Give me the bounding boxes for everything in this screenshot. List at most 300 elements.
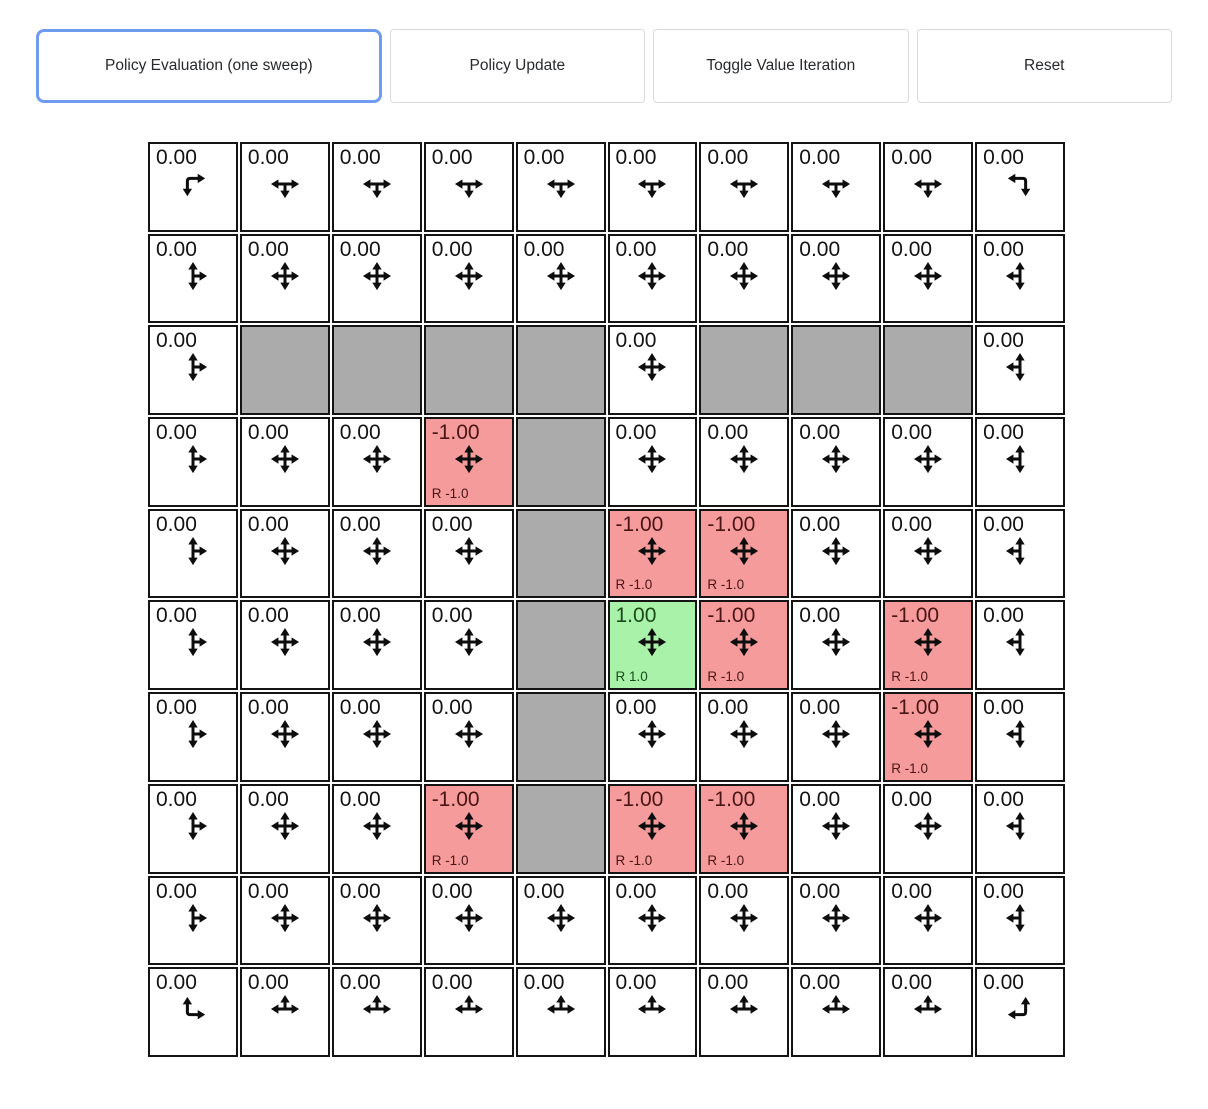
wall-cell <box>332 325 422 415</box>
grid-cell[interactable] <box>608 417 698 507</box>
policy-arrow-icon <box>1005 719 1035 749</box>
cell-value: 0.00 <box>615 879 657 903</box>
policy-arrow-icon <box>546 169 576 199</box>
cell-value: 0.00 <box>799 971 841 995</box>
policy-arrow <box>1005 169 1035 204</box>
policy-arrow <box>821 169 851 204</box>
grid-cell[interactable] <box>975 325 1065 415</box>
wall-cell <box>791 325 881 415</box>
grid-cell[interactable] <box>240 876 330 966</box>
cell-value: 0.00 <box>523 971 565 995</box>
grid-cell[interactable] <box>699 234 789 324</box>
cell-value: 0.00 <box>156 421 197 445</box>
cell-value: 0.00 <box>707 879 749 903</box>
grid-cell[interactable] <box>699 509 789 599</box>
grid-cell[interactable] <box>332 600 422 690</box>
cell-value: 0.00 <box>799 696 841 720</box>
policy-arrow <box>454 261 484 296</box>
grid-cell[interactable] <box>424 784 514 874</box>
policy-arrow <box>913 444 943 479</box>
policy-arrow-icon <box>270 627 300 657</box>
policy-arrow-icon <box>178 994 208 1024</box>
cell-value: 0.00 <box>615 696 657 720</box>
policy-arrow-icon <box>270 261 300 291</box>
policy-arrow <box>362 261 392 296</box>
policy-arrow-icon <box>913 627 943 657</box>
policy-arrow-icon <box>729 903 759 933</box>
cell-value: 0.00 <box>799 146 841 169</box>
cell-value: 0.00 <box>247 787 289 811</box>
policy-arrow-icon <box>362 719 392 749</box>
grid-cell[interactable] <box>975 417 1065 507</box>
grid-cell[interactable] <box>424 692 514 782</box>
cell-value: 0.00 <box>707 146 749 169</box>
grid-cell[interactable] <box>240 784 330 874</box>
cell-value: 0.00 <box>983 421 1024 445</box>
grid-cell[interactable] <box>516 234 606 324</box>
grid-cell[interactable] <box>883 417 973 507</box>
cell-value: 0.00 <box>339 971 381 995</box>
grid-cell[interactable] <box>975 967 1065 1057</box>
policy-arrow-icon <box>546 903 576 933</box>
reset-button[interactable]: Reset <box>917 29 1172 103</box>
cell-value: -1.00 <box>431 787 480 811</box>
policy-arrow <box>546 994 576 1029</box>
cell-value: 0.00 <box>247 512 289 536</box>
grid-cell[interactable] <box>699 142 789 232</box>
policy-arrow-icon <box>178 352 208 382</box>
grid-cell[interactable] <box>883 509 973 599</box>
grid-cell[interactable] <box>791 876 881 966</box>
grid-cell[interactable] <box>699 967 789 1057</box>
policy-arrow-icon <box>178 261 208 291</box>
grid-cell[interactable] <box>240 600 330 690</box>
policy-arrow <box>362 169 392 204</box>
grid-cell[interactable] <box>332 876 422 966</box>
cell-value: 0.00 <box>707 971 749 995</box>
cell-value: -1.00 <box>615 512 664 536</box>
grid-cell[interactable] <box>332 784 422 874</box>
policy-arrow <box>178 627 208 662</box>
grid-cell[interactable] <box>883 967 973 1057</box>
policy-arrow <box>270 261 300 296</box>
cell-value: -1.00 <box>431 421 480 445</box>
policy-arrow-icon <box>454 903 484 933</box>
policy-arrow-icon <box>454 536 484 566</box>
policy-arrow <box>178 352 208 387</box>
wall-cell <box>516 509 606 599</box>
policy-arrow <box>178 536 208 571</box>
policy-arrow-icon <box>821 627 851 657</box>
cell-value: 0.00 <box>156 146 197 169</box>
policy-arrow-icon <box>729 719 759 749</box>
wall-cell <box>240 325 330 415</box>
cell-value: 0.00 <box>339 237 381 261</box>
grid-cell[interactable] <box>148 967 238 1057</box>
policy-arrow <box>454 444 484 479</box>
grid-cell[interactable] <box>883 784 973 874</box>
grid-cell[interactable] <box>975 784 1065 874</box>
policy-arrow-icon <box>178 811 208 841</box>
policy-arrow <box>546 169 576 204</box>
grid-cell[interactable] <box>608 234 698 324</box>
cell-value: 0.00 <box>983 237 1024 261</box>
policy-arrow-icon <box>454 719 484 749</box>
cell-value: 0.00 <box>891 879 933 903</box>
grid-cell[interactable] <box>699 692 789 782</box>
policy-arrow <box>454 903 484 938</box>
cell-value: 0.00 <box>431 604 473 628</box>
policy-update-button[interactable]: Policy Update <box>390 29 645 103</box>
grid-cell[interactable] <box>608 876 698 966</box>
policy-arrow <box>362 811 392 846</box>
cell-value: 0.00 <box>247 237 289 261</box>
grid-cell[interactable] <box>608 692 698 782</box>
grid-cell[interactable] <box>791 142 881 232</box>
grid-cell[interactable] <box>791 692 881 782</box>
cell-value: 0.00 <box>983 971 1024 995</box>
policy-arrow <box>1005 903 1035 938</box>
policy-arrow-icon <box>729 536 759 566</box>
cell-reward: R 1.0 <box>615 669 648 685</box>
policy-arrow <box>178 169 208 204</box>
policy-arrow <box>270 903 300 938</box>
policy-arrow <box>454 994 484 1029</box>
policy-arrow <box>637 903 667 938</box>
policy-arrow <box>637 444 667 479</box>
policy-arrow-icon <box>1005 352 1035 382</box>
grid-cell[interactable] <box>975 509 1065 599</box>
policy-arrow <box>362 444 392 479</box>
policy-arrow <box>821 994 851 1029</box>
policy-arrow <box>821 627 851 662</box>
policy-arrow-icon <box>1005 536 1035 566</box>
cell-value: 0.00 <box>156 696 197 720</box>
grid-cell[interactable] <box>791 600 881 690</box>
policy-arrow <box>270 811 300 846</box>
policy-arrow-icon <box>821 444 851 474</box>
cell-value: 0.00 <box>431 512 473 536</box>
policy-arrow-icon <box>362 261 392 291</box>
wall-cell <box>516 600 606 690</box>
gridworld <box>148 142 1065 1057</box>
cell-value: 0.00 <box>156 237 197 261</box>
cell-value: 0.00 <box>983 879 1024 903</box>
policy-arrow <box>637 536 667 571</box>
policy-arrow-icon <box>178 169 208 199</box>
grid-cell[interactable] <box>883 876 973 966</box>
grid-cell[interactable] <box>975 142 1065 232</box>
toggle-value-iteration-button[interactable]: Toggle Value Iteration <box>653 29 908 103</box>
cell-value: 0.00 <box>339 604 381 628</box>
grid-cell[interactable] <box>608 325 698 415</box>
policy-arrow-icon <box>729 627 759 657</box>
policy-arrow <box>270 627 300 662</box>
grid-cell[interactable] <box>516 142 606 232</box>
policy-arrow-icon <box>178 627 208 657</box>
wall-cell <box>699 325 789 415</box>
grid-cell[interactable] <box>424 509 514 599</box>
grid-cell[interactable] <box>608 600 698 690</box>
policy-arrow-icon <box>454 261 484 291</box>
wall-cell <box>516 417 606 507</box>
cell-value: 0.00 <box>891 787 933 811</box>
cell-value: 0.00 <box>615 329 657 353</box>
grid-cell[interactable] <box>883 600 973 690</box>
policy-arrow <box>913 811 943 846</box>
grid-cell[interactable] <box>608 967 698 1057</box>
grid-cell[interactable] <box>975 234 1065 324</box>
cell-value: 0.00 <box>156 512 197 536</box>
grid-cell[interactable] <box>975 600 1065 690</box>
cell-value: 0.00 <box>707 421 749 445</box>
policy-arrow <box>362 903 392 938</box>
grid-cell[interactable] <box>332 967 422 1057</box>
policy-arrow <box>454 627 484 662</box>
policy-arrow-icon <box>270 903 300 933</box>
grid-cell[interactable] <box>240 234 330 324</box>
grid-cell[interactable] <box>148 784 238 874</box>
cell-reward: R -1.0 <box>707 669 745 685</box>
policy-arrow <box>178 444 208 479</box>
cell-value: 0.00 <box>247 971 289 995</box>
grid-cell[interactable] <box>791 234 881 324</box>
cell-value: 0.00 <box>247 421 289 445</box>
policy-arrow-icon <box>454 169 484 199</box>
policy-arrow <box>362 719 392 754</box>
policy-arrow <box>1005 444 1035 479</box>
grid-cell[interactable] <box>148 509 238 599</box>
cell-value: 0.00 <box>339 146 381 169</box>
policy-arrow <box>362 536 392 571</box>
grid-cell[interactable] <box>240 417 330 507</box>
policy-arrow-icon <box>821 903 851 933</box>
cell-value: 0.00 <box>431 237 473 261</box>
policy-arrow <box>729 811 759 846</box>
grid-cell[interactable] <box>975 876 1065 966</box>
grid-cell[interactable] <box>608 509 698 599</box>
grid-cell[interactable] <box>148 600 238 690</box>
cell-value: 0.00 <box>247 146 289 169</box>
cell-reward: R -1.0 <box>615 852 653 868</box>
policy-arrow-icon <box>270 169 300 199</box>
grid-cell[interactable] <box>516 967 606 1057</box>
policy-arrow <box>454 169 484 204</box>
grid-cell[interactable] <box>791 509 881 599</box>
policy-arrow-icon <box>362 994 392 1024</box>
cell-value: 0.00 <box>431 971 473 995</box>
grid-cell[interactable] <box>791 967 881 1057</box>
policy-arrow <box>637 261 667 296</box>
cell-value: 0.00 <box>339 696 381 720</box>
cell-reward: R -1.0 <box>891 669 928 685</box>
cell-value: 0.00 <box>983 329 1024 353</box>
cell-value: 0.00 <box>247 696 289 720</box>
grid-cell[interactable] <box>148 692 238 782</box>
policy-arrow <box>1005 627 1035 662</box>
grid-cell[interactable] <box>424 234 514 324</box>
cell-value: 0.00 <box>615 421 657 445</box>
cell-reward: R -1.0 <box>431 852 469 868</box>
grid-cell[interactable] <box>791 784 881 874</box>
policy-arrow-icon <box>637 169 667 199</box>
cell-value: 0.00 <box>615 146 657 169</box>
grid-cell[interactable] <box>791 417 881 507</box>
cell-value: 0.00 <box>983 146 1024 169</box>
policy-arrow <box>913 536 943 571</box>
grid-cell[interactable] <box>332 417 422 507</box>
grid-cell[interactable] <box>240 967 330 1057</box>
grid-cell[interactable] <box>883 142 973 232</box>
grid-cell[interactable] <box>332 509 422 599</box>
cell-value: 0.00 <box>707 696 749 720</box>
grid-cell[interactable] <box>332 142 422 232</box>
policy-arrow-icon <box>913 903 943 933</box>
policy-arrow-icon <box>637 903 667 933</box>
policy-arrow-icon <box>637 444 667 474</box>
cell-value: -1.00 <box>891 696 940 720</box>
grid-cell[interactable] <box>699 417 789 507</box>
policy-arrow-icon <box>362 444 392 474</box>
policy-arrow <box>913 719 943 754</box>
cell-value: 0.00 <box>339 421 381 445</box>
cell-value: 0.00 <box>247 604 289 628</box>
grid-cell[interactable] <box>148 234 238 324</box>
grid-cell[interactable] <box>424 417 514 507</box>
policy-arrow-icon <box>454 444 484 474</box>
policy-arrow-icon <box>821 261 851 291</box>
grid-cell[interactable] <box>240 142 330 232</box>
policy-arrow-icon <box>1005 169 1035 199</box>
cell-value: 0.00 <box>983 696 1024 720</box>
grid-cell[interactable] <box>608 142 698 232</box>
policy-arrow-icon <box>637 811 667 841</box>
grid-cell[interactable] <box>608 784 698 874</box>
cell-value: -1.00 <box>707 512 756 536</box>
policy-arrow-icon <box>913 261 943 291</box>
cell-value: 0.00 <box>523 237 565 261</box>
wall-cell <box>516 692 606 782</box>
policy-arrow-icon <box>637 352 667 382</box>
policy-arrow-icon <box>729 169 759 199</box>
policy-arrow <box>178 811 208 846</box>
cell-value: 0.00 <box>891 421 933 445</box>
grid-cell[interactable] <box>240 509 330 599</box>
cell-reward: R -1.0 <box>707 852 745 868</box>
policy-arrow <box>637 627 667 662</box>
grid-cell[interactable] <box>699 784 789 874</box>
grid-cell[interactable] <box>148 325 238 415</box>
cell-value: 0.00 <box>615 971 657 995</box>
policy-arrow <box>821 719 851 754</box>
cell-value: 0.00 <box>523 879 565 903</box>
policy-arrow-icon <box>270 444 300 474</box>
grid-cell[interactable] <box>148 417 238 507</box>
cell-value: -1.00 <box>707 787 756 811</box>
policy-arrow-icon <box>637 719 667 749</box>
cell-value: 0.00 <box>431 146 473 169</box>
policy-arrow <box>729 903 759 938</box>
policy-arrow-icon <box>178 719 208 749</box>
policy-arrow <box>729 627 759 662</box>
policy-arrow-icon <box>270 994 300 1024</box>
grid-cell[interactable] <box>975 692 1065 782</box>
cell-value: 0.00 <box>799 879 841 903</box>
cell-value: 0.00 <box>983 512 1024 536</box>
grid-cell[interactable] <box>699 600 789 690</box>
cell-value: 0.00 <box>247 879 289 903</box>
policy-arrow-icon <box>546 261 576 291</box>
policy-arrow <box>729 169 759 204</box>
grid-cell[interactable] <box>424 967 514 1057</box>
toolbar <box>36 29 1172 103</box>
cell-value: 0.00 <box>983 604 1024 628</box>
cell-value: 0.00 <box>431 879 473 903</box>
cell-value: 0.00 <box>799 787 841 811</box>
policy-arrow <box>546 261 576 296</box>
policy-arrow-icon <box>729 811 759 841</box>
cell-reward: R -1.0 <box>431 485 469 501</box>
policy-arrow <box>729 719 759 754</box>
wall-cell <box>516 325 606 415</box>
grid-cell[interactable] <box>240 692 330 782</box>
policy-arrow-icon <box>270 811 300 841</box>
cell-value: 0.00 <box>891 237 933 261</box>
cell-value: 0.00 <box>799 604 841 628</box>
policy-evaluation-one-sweep-button[interactable]: Policy Evaluation (one sweep) <box>36 29 382 103</box>
cell-value: 0.00 <box>156 787 197 811</box>
policy-arrow-icon <box>454 627 484 657</box>
wall-cell <box>424 325 514 415</box>
policy-arrow-icon <box>1005 444 1035 474</box>
grid-cell[interactable] <box>883 234 973 324</box>
grid-cell[interactable] <box>699 876 789 966</box>
policy-arrow <box>1005 811 1035 846</box>
grid-cell[interactable] <box>148 876 238 966</box>
cell-reward: R -1.0 <box>891 760 928 776</box>
policy-arrow <box>270 444 300 479</box>
policy-arrow <box>729 261 759 296</box>
grid-cell[interactable] <box>516 876 606 966</box>
grid-cell[interactable] <box>424 876 514 966</box>
policy-arrow <box>362 627 392 662</box>
grid-cell[interactable] <box>148 142 238 232</box>
grid-cell[interactable] <box>883 692 973 782</box>
cell-value: 0.00 <box>707 237 749 261</box>
policy-arrow-icon <box>637 994 667 1024</box>
cell-reward: R -1.0 <box>707 577 745 593</box>
policy-arrow-icon <box>913 994 943 1024</box>
grid-cell[interactable] <box>332 692 422 782</box>
policy-arrow-icon <box>637 536 667 566</box>
policy-arrow-icon <box>178 903 208 933</box>
policy-arrow-icon <box>1005 627 1035 657</box>
policy-arrow-icon <box>1005 994 1035 1024</box>
policy-arrow <box>637 352 667 387</box>
policy-arrow-icon <box>362 536 392 566</box>
cell-value: -1.00 <box>615 787 664 811</box>
policy-arrow <box>913 994 943 1029</box>
policy-arrow-icon <box>913 719 943 749</box>
policy-arrow <box>729 536 759 571</box>
grid-cell[interactable] <box>424 142 514 232</box>
policy-arrow <box>821 261 851 296</box>
grid-cell[interactable] <box>424 600 514 690</box>
wall-cell <box>883 325 973 415</box>
grid-cell[interactable] <box>332 234 422 324</box>
policy-arrow-icon <box>362 811 392 841</box>
policy-arrow-icon <box>362 169 392 199</box>
